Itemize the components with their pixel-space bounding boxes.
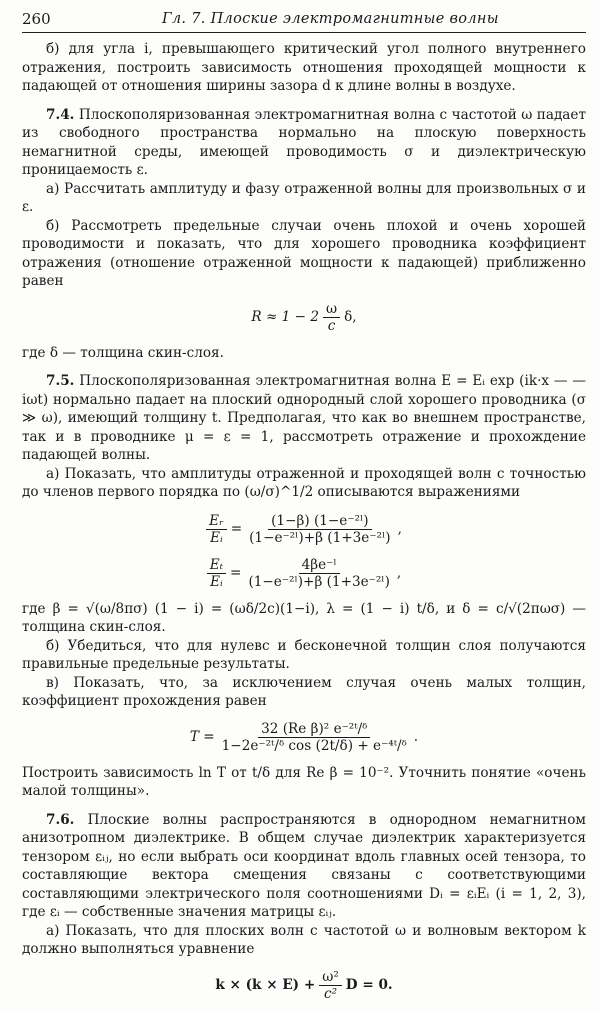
eq-comma: , [396, 564, 402, 581]
problem-number: 7.6. [46, 811, 75, 828]
eq-left: k × (k × E) + [215, 976, 316, 993]
problem-7-5-c: в) Показать, что, за исключением случая очень малых толщин, коэффициент прохождения равен [22, 674, 586, 709]
eq-left: R ≈ 1 − 2 [251, 308, 319, 325]
problem-text: Плоские волны распространяются в однородном немагнитном анизотропном диэлектрике. В общем случае диэлектрик характеризуется тензором εᵢⱼ, но если выбрать оси координат вдоль главных осей тензора, то составляющие вектора смещения связаны с соответствующими составляющими электрического поля соотношениями Dᵢ = εᵢEᵢ (i = 1, 2, 3), где εᵢ — собственные значения матрицы εᵢⱼ. [22, 811, 586, 920]
problem-7-4-a: а) Рассчитать амплитуду и фазу отраженной волны для произвольных σ и ε. [22, 180, 586, 215]
problem-text: Плоскополяризованная электромагнитная волна E = Eᵢ exp (ik·x — — iωt) нормально падает на плоский однородный слой хорошего проводника (σ ≫ ω), имеющий толщину t. Предполагая, что как во внешнем пространстве, так и в проводнике μ = ε = 1, рассмотреть отражение и прохождение падающей волны. [22, 373, 586, 463]
eq-right: D = 0. [345, 976, 393, 993]
page-header [22, 10, 586, 33]
page-body [22, 40, 586, 1012]
eq-numerator: 4βe⁻ˡ [299, 557, 340, 574]
problem-7-5-a: а) Показать, что амплитуды отраженной и проходящей волн с точностью до членов первого порядка по (ω/σ)^1/2 описываются выражениями [22, 465, 586, 500]
problem-7-4-note: где δ — толщина скин-слоя. [22, 344, 224, 361]
problem-7-3-b: б) для угла i, превышающего критический угол полного внутреннего отражения, построить зависимость отношения проходящей мощности к падающей от отношения ширины зазора d к длине волны в воздухе. [22, 41, 586, 94]
eq-end: . [413, 728, 419, 745]
page-number: 260 [22, 10, 51, 28]
problem-7-6-intro [22, 811, 586, 922]
equation-reflection-coefficient [22, 301, 586, 334]
eq-numerator: (1−β) (1−e⁻²ˡ) [268, 513, 371, 530]
equation-wave [22, 969, 586, 1002]
eq-denominator: (1−e⁻²ˡ)+β (1+3e⁻²ˡ) [248, 573, 390, 590]
problem-text: Плоскополяризованная электромагнитная волна с частотой ω падает из свободного пространства нормально на плоскую поверхность немагнитной среды, имеющей проводимость σ и диэлектрическую проницаемость ε. [22, 106, 586, 178]
eq-lhs: T = [189, 728, 215, 745]
eq-numerator: 32 (Re β)² e⁻²ᵗ/ᵟ [258, 721, 370, 738]
problem-7-6-a: а) Показать, что для плоских волн с частотой ω и волновым вектором k должно выполняться уравнение [22, 922, 586, 957]
eq-denominator: c² [323, 985, 338, 1002]
eq-right: δ, [344, 308, 357, 325]
problem-7-4-intro [22, 106, 586, 180]
eq-numerator: ω [323, 301, 340, 318]
problem-7-5-task: Построить зависимость ln T от t/δ для Re β = 10⁻². Уточнить понятие «очень малой толщины». [22, 764, 586, 799]
equation-reflected-amplitude: $\frac{\text{Eᵣ}}{\text{Eᵢ}}$ = $\frac{\text{(1−β) (1−e⁻²ˡ)}}{\text{(1−e⁻²ˡ)+β (1+3e⁻²ˡ)}}$ , [22, 512, 586, 546]
eq-denominator: (1−e⁻²ˡ)+β (1+3e⁻²ˡ) [249, 529, 391, 546]
eq-numerator: ω² [319, 969, 342, 986]
eq-denominator: c [327, 317, 336, 334]
eq-comma: , [397, 520, 402, 537]
running-title: Гл. 7. Плоские электромагнитные волны [162, 11, 499, 27]
eq-denominator: 1−2e⁻²ᵗ/ᵟ cos (2t/δ) + e⁻⁴ᵗ/ᵟ [221, 737, 407, 754]
problem-number: 7.5. [46, 373, 75, 389]
eq-lhs-den: Eᵢ [210, 529, 223, 546]
eq-lhs-den: Eᵢ [210, 573, 223, 590]
problem-7-5-intro [22, 372, 586, 465]
equation-transmission-coefficient [22, 721, 586, 754]
problem-7-4-b: б) Рассмотреть предельные случаи очень плохой и очень хорошей проводимости и показать, что для хорошего проводника коэффициент отражения (отношение отраженной мощности к падающей) приближенно равен [22, 217, 586, 289]
problem-number: 7.4. [46, 106, 75, 123]
problem-7-5-where: где β = √(ω/8πσ) (1 − i) = (ωδ/2c)(1−i), λ = (1 − i) t/δ, и δ = c/√(2πωσ) — толщина скин-слоя. [22, 600, 586, 635]
problem-7-5-b: б) Убедиться, что для нулевс и бесконечной толщин слоя получаются правильные предельные результаты. [22, 637, 586, 672]
equation-transmitted-amplitude: $\frac{\text{Eₜ}}{\text{Eᵢ}}$ = $\frac{\text{4βe⁻ˡ}}{\text{(1−e⁻²ˡ)+β (1+3e⁻²ˡ)}}$ , [22, 556, 586, 590]
eq-lhs-num: Eₜ [207, 557, 226, 574]
eq-lhs-num: Eᵣ [206, 513, 227, 530]
